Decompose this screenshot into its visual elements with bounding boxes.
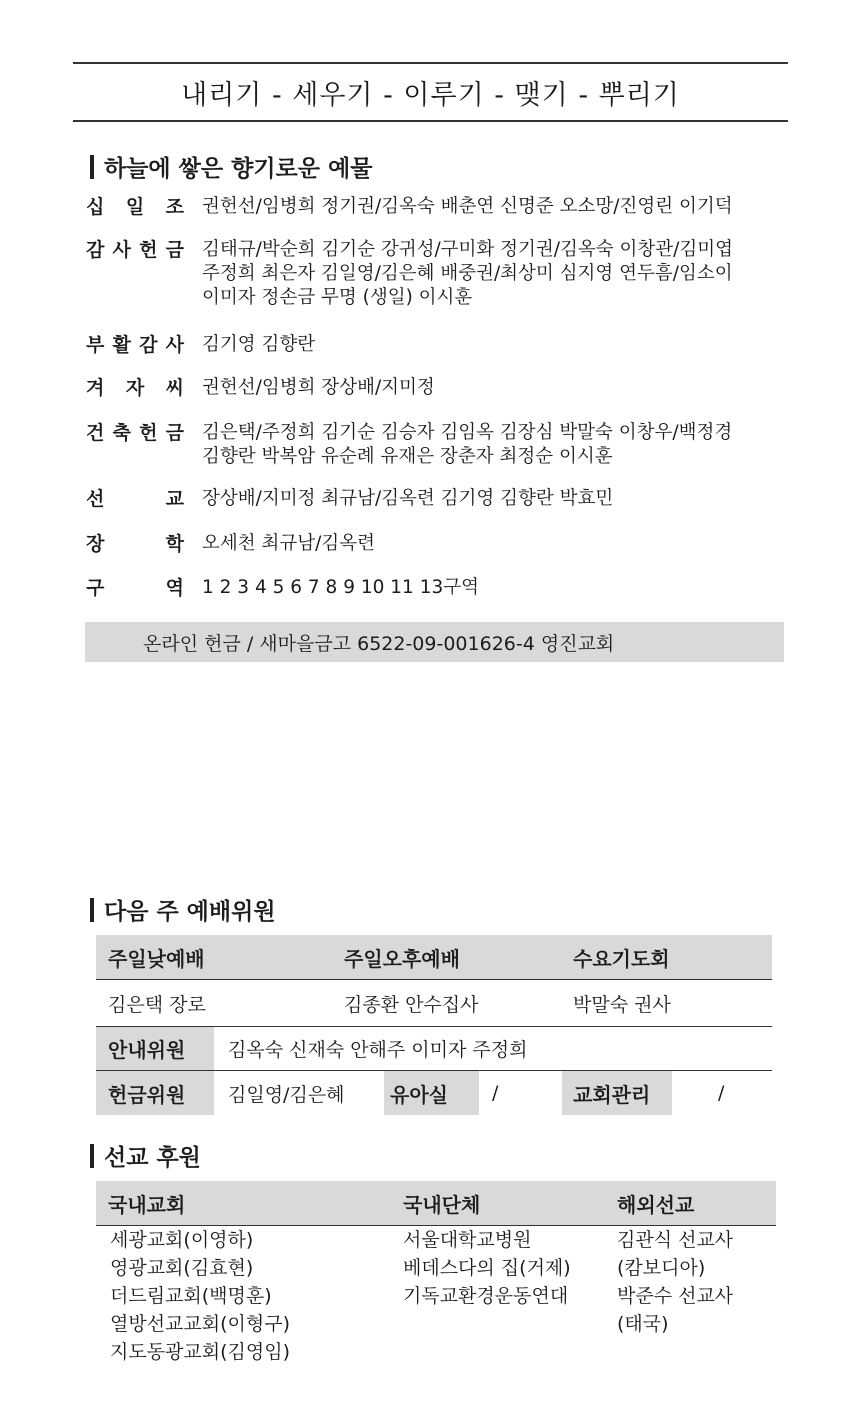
domestic-church-item: 지도동광교회(김영임) [110, 1341, 291, 1363]
offering-row-names: 김태규/박순희 김기순 강귀성/구미화 정기권/김옥숙 이창관/김미엽 주정희 최은자 김일영/김은혜 배중권/최상미 심지영 연두흠/임소이 이미자 정손금 무명 (생일) 이시훈 [202, 239, 733, 308]
domestic-church-item: 열방선교교회(이형구) [110, 1313, 291, 1335]
leader-wednesday-prayer: 박말숙 권사 [573, 993, 671, 1016]
offering-label-char: 금 [165, 422, 184, 444]
offering-label-char: 활 [112, 334, 131, 356]
offering-row-label [86, 195, 184, 219]
header-domestic-churches: 국내교회 [108, 1192, 186, 1217]
offering-committee-names: 김일영/김은혜 [228, 1083, 345, 1106]
offering-row-names: 김기영 김향란 [202, 334, 316, 355]
title-bar-icon [90, 898, 94, 922]
overseas-mission-item: (태국) [617, 1313, 669, 1335]
offering-label-char: 선 [86, 488, 105, 510]
offering-row [86, 576, 786, 600]
title-bar-icon [90, 155, 94, 179]
domestic-church-item: 더드림교회(백명훈) [110, 1285, 272, 1307]
online-offering-banner [85, 622, 784, 662]
offering-label-char: 헌 [139, 239, 158, 261]
missions-section-title [90, 1139, 201, 1172]
title-bar-icon [90, 1144, 94, 1168]
usher-label: 안내위원 [108, 1038, 186, 1062]
offering-label-char: 십 [86, 196, 105, 218]
offering-label-char: 학 [165, 533, 184, 555]
offering-section-title [90, 150, 372, 183]
missions-title: 선교 후원 [104, 1145, 201, 1171]
header-domestic-groups: 국내단체 [403, 1192, 481, 1217]
nursery-value: / [492, 1082, 499, 1104]
overseas-mission-list [617, 1226, 733, 1338]
committee-section-title [90, 893, 276, 926]
offering-row-names: 1 2 3 4 5 6 7 8 9 10 11 13구역 [202, 577, 479, 598]
banner: 내리기 - 세우기 - 이루기 - 맺기 - 뿌리기 [73, 62, 788, 122]
offering-row [86, 333, 786, 357]
offering-row-label [86, 576, 184, 600]
domestic-church-list [110, 1226, 290, 1366]
offering-row-names: 김은택/주정희 김기순 김승자 김임옥 김장심 박말숙 이창우/백정경 김향란 박복암 유순례 유재은 장춘자 최정순 이시훈 [202, 422, 733, 467]
offering-label-char: 장 [86, 533, 105, 555]
usher-names: 김옥숙 신재숙 안해주 이미자 주정희 [228, 1039, 528, 1061]
offering-label-char: 부 [86, 334, 105, 356]
nursery-label: 유아실 [390, 1082, 448, 1107]
offering-row [86, 487, 786, 511]
offering-row-names: 장상배/지미정 최규남/김옥련 김기영 김향란 박효민 [202, 488, 614, 509]
offering-row [86, 238, 786, 310]
domestic-group-item: 서울대학교병원 [403, 1229, 532, 1251]
offering-row [86, 532, 786, 556]
offering-label-char: 사 [112, 239, 131, 261]
divider [96, 979, 772, 980]
offering-committee-label: 헌금위원 [108, 1082, 186, 1107]
offering-row [86, 376, 786, 400]
offering-label-char: 감 [139, 334, 158, 356]
header-sunday-morning: 주일낮예배 [108, 946, 205, 971]
leader-sunday-afternoon: 김종환 안수집사 [344, 993, 479, 1016]
offering-label-char: 일 [125, 196, 145, 218]
offering-row-label [86, 376, 184, 400]
overseas-mission-item: 김관식 선교사 [617, 1229, 734, 1251]
domestic-group-item: 베데스다의 집(거제) [403, 1257, 571, 1279]
domestic-church-item: 세광교회(이영하) [110, 1229, 254, 1251]
offering-row-names: 오세천 최규남/김옥련 [202, 533, 375, 554]
offering-row-label [86, 532, 184, 556]
offering-label-char: 감 [86, 239, 105, 261]
offering-label-char: 씨 [165, 377, 184, 399]
manage-value: / [718, 1082, 725, 1104]
online-offering-text: 온라인 헌금 / 새마을금고 6522-09-001626-4 영진교회 [143, 632, 615, 655]
offering-row-label [86, 333, 184, 357]
offering-label-char: 역 [165, 577, 184, 599]
offering-label-char: 금 [165, 239, 184, 261]
offering-label-char: 겨 [86, 377, 105, 399]
offering-label-char: 교 [165, 488, 184, 510]
offering-row [86, 421, 786, 469]
offering-label-char: 자 [125, 377, 145, 399]
offering-row-names: 권헌선/임병희 정기권/김옥숙 배춘연 신명준 오소망/진영린 이기덕 [202, 196, 733, 217]
manage-label: 교회관리 [573, 1082, 651, 1107]
overseas-mission-item: 박준수 선교사 [617, 1285, 734, 1307]
offering-row-label [86, 487, 184, 511]
offering-label-char: 건 [86, 422, 105, 444]
leader-sunday-morning: 김은택 장로 [108, 993, 206, 1016]
offering-row-label [86, 421, 184, 469]
offering-label-char: 사 [165, 334, 184, 356]
offering-label-char: 구 [86, 577, 105, 599]
domestic-group-list [403, 1226, 571, 1310]
domestic-group-item: 기독교환경운동연대 [403, 1285, 569, 1307]
offering-title: 하늘에 쌓은 향기로운 예물 [104, 156, 373, 182]
header-sunday-afternoon: 주일오후예배 [344, 946, 460, 971]
offering-row-label [86, 238, 184, 310]
domestic-church-item: 영광교회(김효현) [110, 1257, 254, 1279]
offering-row-names: 권헌선/임병희 장상배/지미정 [202, 377, 435, 398]
offering-label-char: 조 [165, 196, 184, 218]
header-overseas: 해외선교 [617, 1192, 695, 1217]
header-wednesday-prayer: 수요기도회 [573, 946, 670, 971]
offering-label-char: 헌 [139, 422, 158, 444]
committee-title: 다음 주 예배위원 [104, 899, 276, 925]
overseas-mission-item: (캄보디아) [617, 1257, 706, 1279]
offering-row [86, 195, 786, 219]
offering-label-char: 축 [112, 422, 131, 444]
